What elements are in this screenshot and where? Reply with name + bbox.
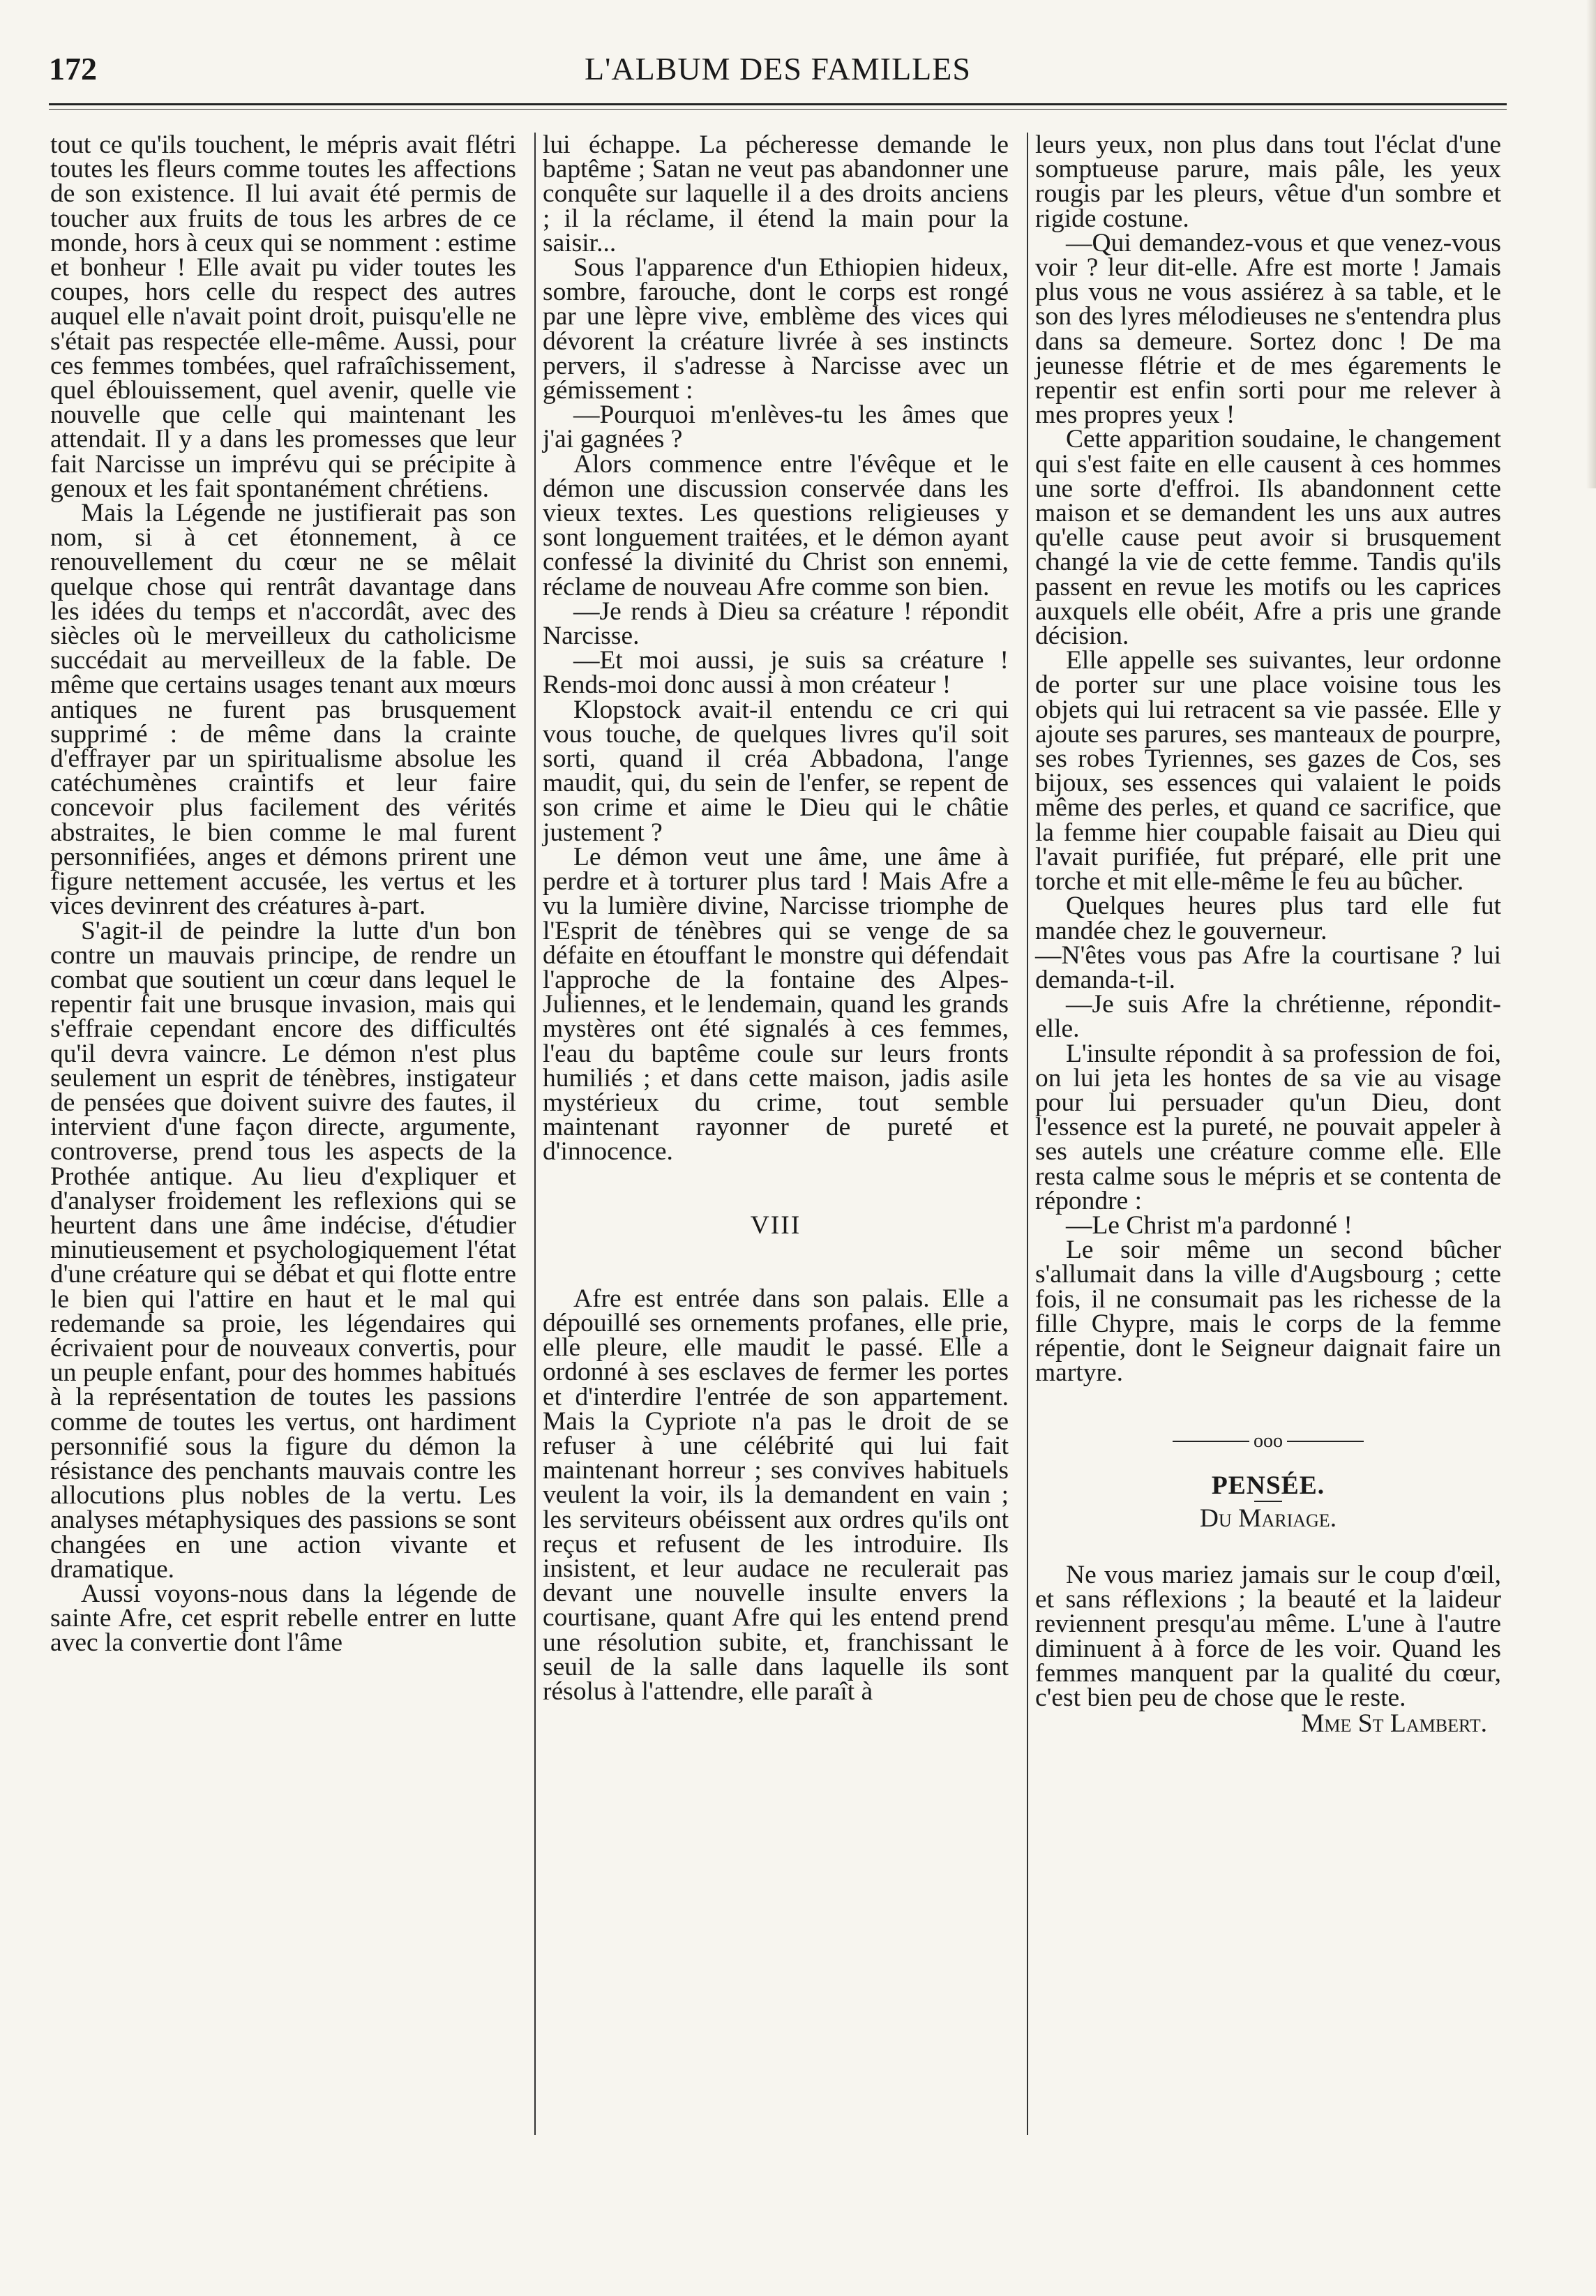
paragraph: Afre est entrée dans son palais. Elle a dépouillé ses ornements profanes, elle prie, elle pleure, elle maudit le passé. Elle a ordonné à ses esclaves de fermer les portes et d'interdire l'entrée de son appartement. Mais la Cypriote n'a pas le droit de se refuser à une célébrité qui lui fait maintenant horreur ; ses convives habituels veulent la voir, ils la demandent en vain ; les serviteurs obéissent aux ordres qu'ils ont reçus et refusent de les introduire. Ils insistent, et leur audace ne reculerait pas devant une nouvelle insulte envers la courtisane, quant Afre qui les entend prend une résolution subite, et, franchissant le seuil de la salle dans laquelle ils sont résolus à l'attendre, elle paraît à [543, 1284, 1009, 1706]
paragraph: —Je rends à Dieu sa créature ! répondit Narcisse. [543, 596, 1009, 651]
column-2 [543, 130, 1009, 1706]
paragraph: Mais la Légende ne justifierait pas son nom, si à cet étonnement, à ce renouvellement du cœur ne se mêlait quelque chose qui rentrât davantage dans les idées du temps et n'accordât, avec des siècles où le merveilleux du catholicisme succédait au merveilleux de la fable. De même que certains usages tenant aux mœurs antiques ne furent pas brusquement supprimé : de même dans la crainte d'effrayer par un spiritualisme absolue les catéchumènes craintifs et leur faire concevoir plus facilement des vérités abstraites, le bien comme le mal furent personnifiées, anges et démons prirent une figure nettement accusée, les vertus et les vices devinrent des créatures à-part. [50, 499, 516, 921]
paragraph: —Pourquoi m'enlèves-tu les âmes que j'ai gagnées ? [543, 400, 1009, 454]
paragraph: Le démon veut une âme, une âme à perdre et à torturer plus tard ! Mais Afre a vu la lumière divine, Narcisse triomphe de l'Esprit de ténèbres qui se venge de sa défaite en étouffant le monstre qui défendait l'approche de la fontaine des Alpes-Juliennes, et le lendemain, quand les grands mystères ont été signalés à ces femmes, l'eau du baptême coule sur leurs fronts humiliés ; et dans cette maison, jadis asile mystérieux du crime, tout semble maintenant rayonner de pureté et d'innocence. [543, 842, 1009, 1166]
section-separator [1035, 1427, 1501, 1453]
page-binding-shadow [1586, 0, 1596, 488]
separator-line [1173, 1441, 1249, 1442]
paragraph: Quelques heures plus tard elle fut mandée chez le gouverneur. [1035, 892, 1501, 945]
section-number: VIII [750, 1210, 801, 1240]
paragraph: L'insulte répondit à sa profession de foi, on lui jeta les hontes de sa vie au visage pour lui persuader qu'un Dieu, dont l'essence est la pureté, ne pouvait appeler à ses autels une créature comme elle. Elle resta calme sous le mépris et se contenta de répondre : [1035, 1039, 1501, 1215]
paragraph: Cette apparition soudaine, le changement qui s'est faite en elle causent à ces hommes une sorte d'effroi. Ils abandonnent cette maison et se demandent les uns aux autres qu'elle cause peut avoir si brusquement changé la vie de cette femme. Tandis qu'ils passent en revue les motifs ou les caprices auxquels elle obéit, Afre a pris une grande décision. [1035, 425, 1501, 651]
paragraph: —Je suis Afre la chrétienne, répondit-elle. [1035, 990, 1501, 1044]
paragraph: Le soir même un second bûcher s'allumait dans la ville d'Augsbourg ; cette fois, il ne consumait pas les richesse de la fille Chypre, mais le corps de la femme répentie, dont le Seigneur daignait faire un martyre. [1035, 1236, 1501, 1388]
paragraph: —Et moi aussi, je suis sa créature ! Rends-moi donc aussi à mon créateur ! [543, 646, 1009, 700]
page-header [49, 50, 1507, 93]
paragraph: tout ce qu'ils touchent, le mépris avait flétri toutes les fleurs comme toutes les affections de son existence. Il lui avait été permis de toucher aux fruits de tous les arbres de ce monde, hors à ceux qui se nomment : estime et bonheur ! Elle avait pu vider toutes les coupes, hors celle du respect des autres auquel elle n'avait point droit, puisqu'elle ne s'était pas respectée elle-même. Aussi, pour ces femmes tombées, quel rafraîchissement, quel éblouissement, quel avenir, quelle vie nouvelle que celle qui maintenant les attendait. Il y a dans les promesses que leur fait Narcisse un imprévu qui se précipite à genoux et les fait spontanément chrétiens. [50, 130, 516, 503]
header-rule [49, 103, 1507, 110]
paragraph: Klopstock avait-il entendu ce cri qui vous touche, de quelques livres qu'il soit sorti, quand il créa Abbadona, l'ange maudit, qui, du sein de l'enfer, se repent de son crime et aime le Dieu qui le châtie justement ? [543, 695, 1009, 847]
paragraph: Aussi voyons-nous dans la légende de sainte Afre, cet esprit rebelle entrer en lutte avec la convertie dont l'âme [50, 1579, 516, 1658]
paragraph: —Qui demandez-vous et que venez-vous voir ? leur dit-elle. Afre est morte ! Jamais plus vous ne vous assiérez à sa table, et le son des lyres mélodieuses ne s'entendra plus dans sa demeure. Sortez donc ! De ma jeunesse flétrie et de mes égarements le repentir est enfin sorti pour me relever à mes propres yeux ! [1035, 228, 1501, 430]
pensee-subtitle: Du Mariage. [1199, 1503, 1337, 1533]
pensee-author: Mme St Lambert. [1301, 1709, 1487, 1739]
separator-mark: ooo [1254, 1430, 1283, 1453]
paragraph: leurs yeux, non plus dans tout l'éclat d'une somptueuse parure, mais pâle, les yeux rougis par les pleurs, vêtue d'un sombre et rigide costune. [1035, 130, 1501, 233]
paragraph: S'agit-il de peindre la lutte d'un bon contre un mauvais principe, de rendre un combat que soutient un cœur dans lequel le repentir fait une brusque invasion, mais qui s'effraie cependant encore des difficultés qu'il devra vaincre. Le démon n'est plus seulement un esprit de ténèbres, instigateur de pensées que doivent suivre des fautes, il intervient d'une façon directe, argumente, controverse, prend tous les aspects de la Prothée antique. Au lieu d'expliquer et d'analyser froidement les reflexions qui se heurtent dans une âme indécise, d'étudier minutieusement et psychologiquement l'état d'une créature qui se débat et qui flotte entre le bien qui l'attire en haut et le mal qui redemande sa proie, les légendaires qui écrivaient pour de nouveaux convertis, pour un peuple enfant, pour des hommes habitués à la représentation de toutes les passions comme de toutes les vertus, ont hardiment personnifié sous la figure du démon la résistance des penchants mauvais contre les allocutions plus nobles de la vertu. Les analyses métaphysiques des passions se sont changées en une action vivante et dramatique. [50, 916, 516, 1584]
pensee-title: PENSÉE. [1211, 1471, 1325, 1500]
paragraph: lui échappe. La pécheresse demande le baptême ; Satan ne veut pas abandonner une conquête sur laquelle il a des droits anciens ; il la réclame, il étend la main pour la saisir... [543, 130, 1009, 257]
page-number: 172 [49, 51, 97, 87]
paragraph: Alors commence entre l'évêque et le démon une discussion conservée dans les vieux textes. Les questions religieuses y sont longuement traitées, et le démon ayant confessé la divinité du Christ son ennemi, réclame de nouveau Afre comme son bien. [543, 449, 1009, 601]
separator-line [1287, 1441, 1364, 1442]
column-1 [50, 130, 516, 1658]
column-divider [534, 133, 536, 2135]
paragraph: Sous l'apparence d'un Ethiopien hideux, sombre, farouche, dont le corps est rongé par une lèpre vive, emblème des vices qui dévorent la créature livrée à ses instincts pervers, il s'adresse à Narcisse avec un gémissement : [543, 253, 1009, 405]
pensee-text: Ne vous mariez jamais sur le coup d'œil, et sans réflexions ; la beauté et la laideur reviennent presqu'au même. L'une à l'autre diminuent à à force de les voir. Quand les femmes manquent par la qualité du cœur, c'est bien peu de chose que le reste. [1035, 1560, 1501, 1712]
journal-title: L'ALBUM DES FAMILLES [585, 51, 971, 87]
column-divider [1027, 133, 1028, 2135]
column-3 [1035, 130, 1501, 1739]
title-rule [1254, 1501, 1282, 1502]
paragraph: —Le Christ m'a pardonné ! [1066, 1210, 1353, 1240]
paragraph: Elle appelle ses suivantes, leur ordonne de porter sur une place voisine tous les objets qui lui retracent sa vie passée. Elle y ajoute ses parures, ses manteaux de pourpre, ses robes Tyriennes, ses gazes de Cos, ses bijoux, ses essences qui valaient le poids même des perles, et quand ce sacrifice, que la femme hier coupable faisait au Dieu qui l'avait purifiée, fut préparé, elle prit une torche et mit elle-même le feu au bûcher. [1035, 646, 1501, 896]
paragraph: —N'êtes vous pas Afre la courtisane ? lui demanda-t-il. [1035, 940, 1501, 994]
